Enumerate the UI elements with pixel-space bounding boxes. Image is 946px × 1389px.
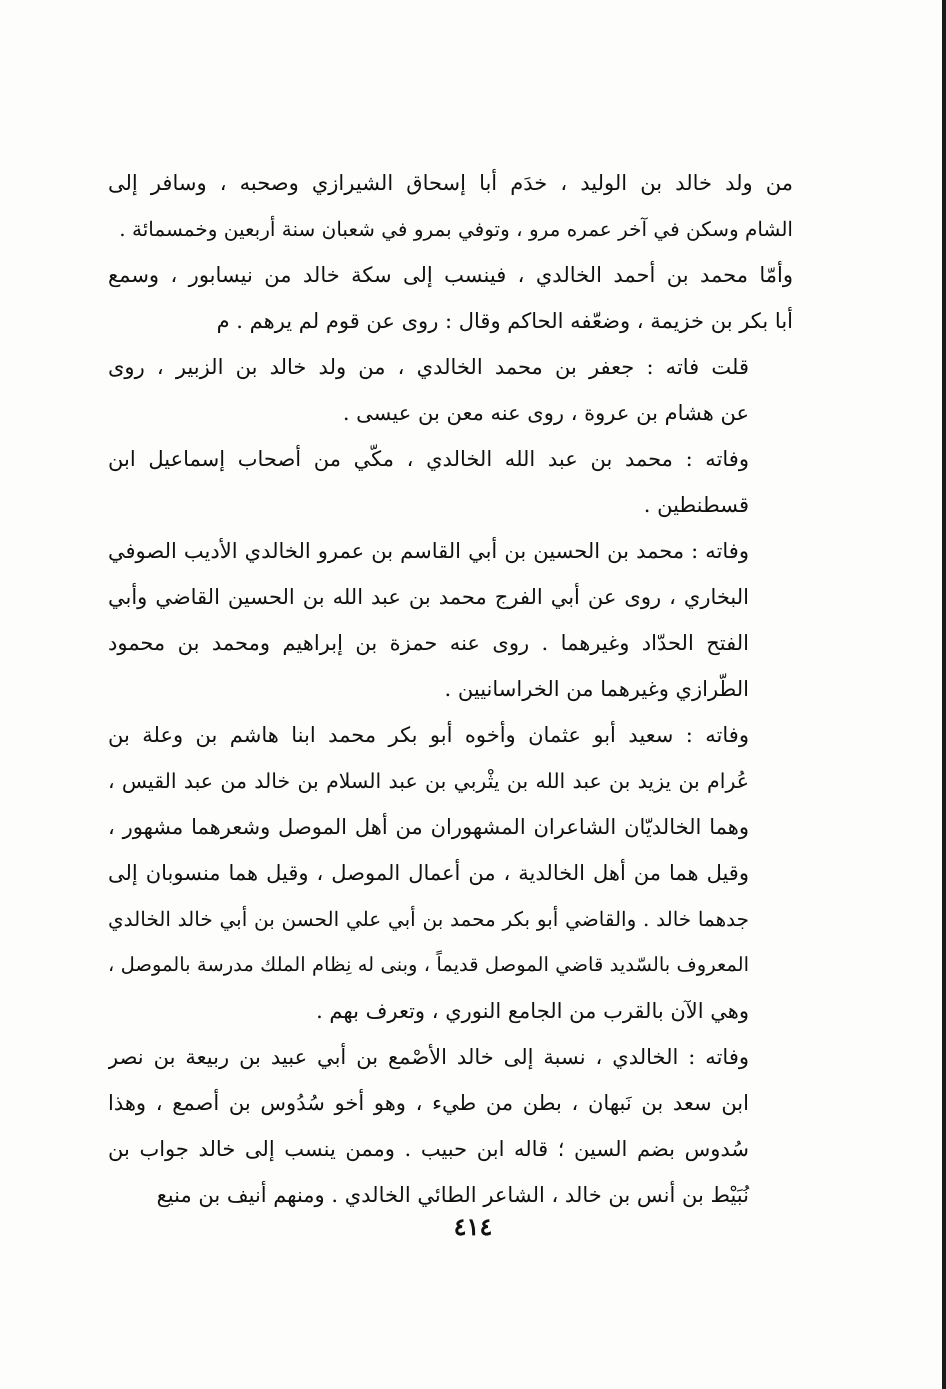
paragraph: [108, 1034, 793, 1218]
text-line: وفاته : محمد بن الحسين بن أبي القاسم بن عمرو الخالدي الأديب الصوفي: [108, 539, 749, 563]
text-line: ابن سعد بن نَبهان ، بطن من طيء ، وهو أخو سُدُوس بن أصمع ، وهذا: [108, 1091, 749, 1115]
text-line: البخاري ، روى عن أبي الفرج محمد بن عبد الله بن الحسين القاضي وأبي: [108, 585, 749, 609]
paragraph: [108, 160, 793, 252]
text-line: وهي الآن بالقرب من الجامع النوري ، وتعرف بهم .: [316, 999, 749, 1023]
text-line: جدهما خالد . والقاضي أبو بكر محمد بن أبي علي الحسن بن أبي خالد الخالدي: [108, 907, 749, 931]
text-line: قلت فاته : جعفر بن محمد الخالدي ، من ولد خالد بن الزبير ، روى: [108, 355, 749, 379]
text-line: الشام وسكن في آخر عمره مرو ، وتوفي بمرو في شعبان سنة أربعين وخمسمائة .: [119, 217, 793, 241]
text-line: عن هشام بن عروة ، روى عنه معن بن عيسى .: [342, 401, 749, 425]
body-text: [108, 160, 793, 1218]
paragraph: [108, 712, 793, 1034]
paragraph: [108, 344, 793, 436]
text-line: أبا بكر بن خزيمة ، وضعّفه الحاكم وقال : روى عن قوم لم يرهم . م: [216, 309, 793, 333]
text-line: قسطنطين .: [643, 493, 749, 517]
text-line: نُبَيْط بن أنس بن خالد ، الشاعر الطائي الخالدي . ومنهم أنيف بن منيع: [156, 1183, 749, 1207]
text-line: الفتح الحدّاد وغيرهما . روى عنه حمزة بن إبراهيم ومحمد بن محمود: [108, 631, 749, 655]
page-number: ٤١٤: [453, 1212, 493, 1241]
paragraph: [108, 252, 793, 344]
text-line: وهما الخالديّان الشاعران المشهوران من أهل الموصل وشعرهما مشهور ،: [108, 815, 749, 839]
paragraph: [108, 528, 793, 712]
text-line: الطّرازي وغيرهما من الخراسانيين .: [444, 677, 749, 701]
text-line: وقيل هما من أهل الخالدية ، من أعمال الموصل ، وقيل هما منسوبان إلى: [108, 861, 749, 885]
text-line: سُدوس بضم السين ؛ قاله ابن حبيب . وممن ينسب إلى خالد جواب بن: [108, 1137, 749, 1161]
text-line: وفاته : سعيد أبو عثمان وأخوه أبو بكر محمد ابنا هاشم بن وعلة بن: [108, 723, 749, 747]
text-line: وأمّا محمد بن أحمد الخالدي ، فينسب إلى سكة خالد من نيسابور ، وسمع: [108, 263, 793, 287]
text-line: من ولد خالد بن الوليد ، خدَم أبا إسحاق الشيرازي وصحبه ، وسافر إلى: [108, 171, 793, 195]
paragraph: [108, 436, 793, 528]
scan-edge-shadow: [942, 0, 946, 1389]
text-line: وفاته : الخالدي ، نسبة إلى خالد الأصْمع بن أبي عبيد بن ربيعة بن نصر: [108, 1045, 749, 1069]
text-line: وفاته : محمد بن عبد الله الخالدي ، مكّي من أصحاب إسماعيل ابن: [108, 447, 749, 471]
text-line: عُرام بن يزيد بن عبد الله بن يثْربي بن عبد السلام بن خالد من عبد القيس ،: [108, 769, 749, 793]
text-line: المعروف بالسّديد قاضي الموصل قديماً ، وبنى له نِظام الملك مدرسة بالموصل ،: [108, 953, 749, 976]
